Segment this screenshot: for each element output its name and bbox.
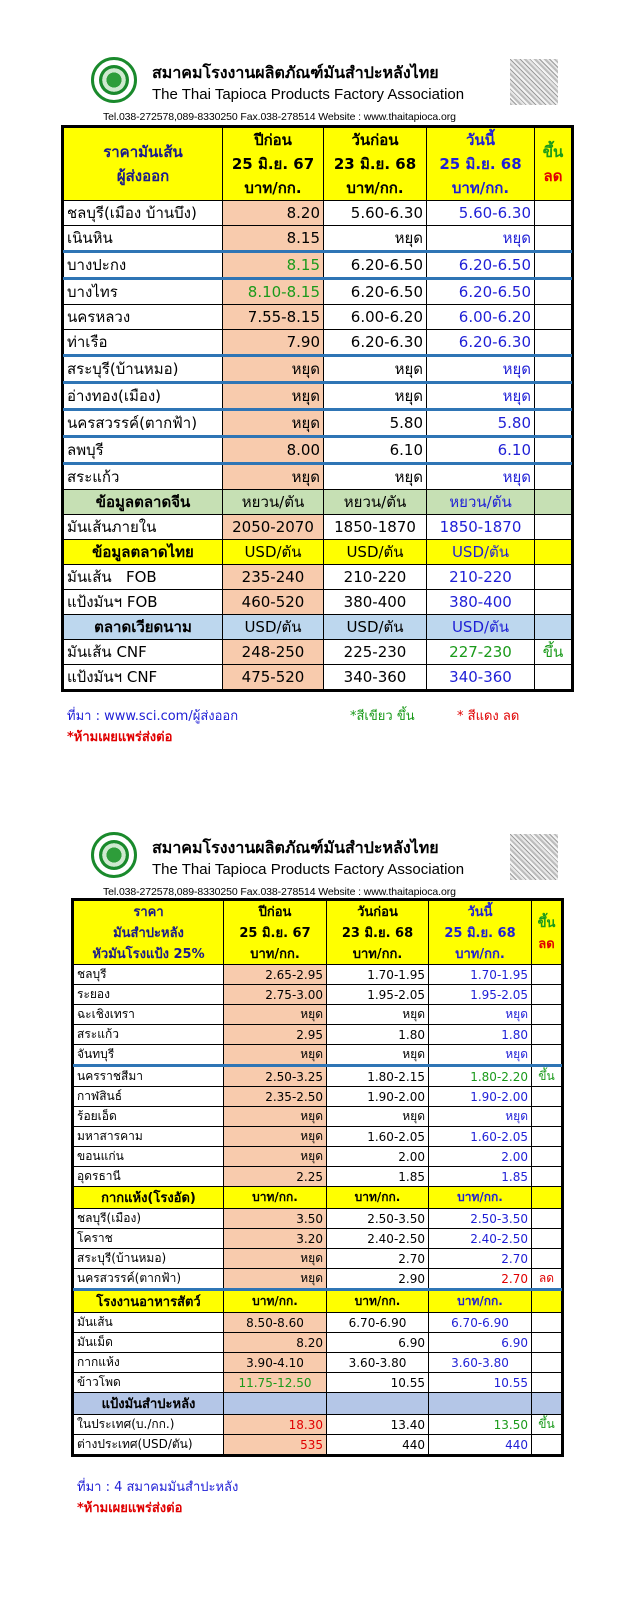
chip-price-table <box>63 127 572 690</box>
col-prev-year-title: ปีก่อน <box>258 905 292 920</box>
row-today: 1.70-1.95 <box>429 965 532 985</box>
row-today: 1850-1870 <box>427 515 535 540</box>
row-prev-day: 13.40 <box>327 1415 429 1435</box>
col-prev-year-unit: บาท/กก. <box>244 179 302 197</box>
table-row <box>74 1269 562 1290</box>
row-change <box>535 590 572 615</box>
table-row <box>74 1147 562 1167</box>
row-change <box>532 965 562 985</box>
tapioca-chips-photo <box>510 59 558 105</box>
row-prev-year: 8.20 <box>224 1333 327 1353</box>
row-today: 6.20-6.50 <box>427 279 535 305</box>
col-today-date: 25 มิ.ย. 68 <box>444 926 516 941</box>
row-product: มันเส้น <box>74 1313 224 1333</box>
row-today: 5.80 <box>427 410 535 437</box>
contact-info: Tel.038-272578,089-8330250 Fax.038-278514 Website : www.thaitapioca.org <box>103 886 456 898</box>
col-today-title: วันนี้ <box>466 131 495 149</box>
row-today: 1.80-2.20 <box>429 1066 532 1087</box>
table-row <box>74 1025 562 1045</box>
table-row <box>64 305 572 330</box>
table-row <box>64 590 572 615</box>
row-prev-day: 1.85 <box>327 1167 429 1187</box>
row-today: 3.60-3.80 <box>429 1353 532 1373</box>
legend-down-note: * สีแดง ลด <box>457 709 520 724</box>
table-row <box>64 201 572 226</box>
table-row <box>74 1229 562 1249</box>
header-label-line1: ราคา <box>133 905 164 920</box>
association-logo-icon <box>91 57 137 103</box>
section-vietnam-unit: USD/ตัน <box>427 615 535 640</box>
row-today: 440 <box>429 1435 532 1455</box>
header-label-line2: ผู้ส่งออก <box>116 167 170 185</box>
row-prev-year: 8.00 <box>223 437 324 464</box>
col-prev-year-date: 25 มิ.ย. 67 <box>239 926 311 941</box>
section-dried-unit: บาท/กก. <box>327 1187 429 1209</box>
row-location: นครราชสีมา <box>74 1066 224 1087</box>
row-today: หยุด <box>427 356 535 383</box>
row-product: กากแห้ง <box>74 1353 224 1373</box>
row-today: 10.55 <box>429 1373 532 1393</box>
row-product: ต่างประเทศ(USD/ตัน) <box>74 1435 224 1455</box>
tapioca-chips-photo <box>510 834 558 880</box>
section-china-header <box>64 490 572 515</box>
row-change <box>535 252 572 279</box>
org-name-english: The Thai Tapioca Products Factory Association <box>152 861 465 878</box>
row-location: สระแก้ว <box>64 464 223 490</box>
section-starch-header <box>74 1393 562 1415</box>
section-thai-unit: USD/ตัน <box>324 540 427 565</box>
row-change <box>535 201 572 226</box>
row-prev-year: 2.35-2.50 <box>224 1087 327 1107</box>
col-prev-year-date: 25 มิ.ย. 67 <box>231 155 315 173</box>
row-prev-year: 8.10-8.15 <box>223 279 324 305</box>
row-change <box>532 1147 562 1167</box>
row-location: ขอนแก่น <box>74 1147 224 1167</box>
table-row <box>64 383 572 410</box>
row-prev-day: 2.50-3.50 <box>327 1209 429 1229</box>
row-location: สระแก้ว <box>74 1025 224 1045</box>
table-row <box>74 985 562 1005</box>
row-prev-day: หยุด <box>324 383 427 410</box>
row-prev-year: 11.75-12.50 <box>224 1373 327 1393</box>
row-today: 6.20-6.50 <box>427 252 535 279</box>
contact-info: Tel.038-272578,089-8330250 Fax.038-278514 Website : www.thaitapioca.org <box>103 111 456 123</box>
section-feed-unit: บาท/กก. <box>327 1290 429 1313</box>
header-label-line1: ราคามันเส้น <box>103 143 183 161</box>
table-row <box>74 1209 562 1229</box>
row-location: ท่าเรือ <box>64 330 223 356</box>
section-vietnam-label: ตลาดเวียดนาม <box>64 615 223 640</box>
row-location: โคราช <box>74 1229 224 1249</box>
no-share-warning: *ห้ามเผยแพร่ส่งต่อ <box>67 730 173 745</box>
row-prev-day: หยุด <box>327 1107 429 1127</box>
row-change <box>535 410 572 437</box>
row-prev-day: 380-400 <box>324 590 427 615</box>
row-location: ชลบุรี <box>74 965 224 985</box>
row-product: ในประเทศ(บ./กก.) <box>74 1415 224 1435</box>
table-row <box>74 1415 562 1435</box>
row-change: ขึ้น <box>532 1415 562 1435</box>
table-row <box>64 226 572 252</box>
row-prev-day: 1.80-2.15 <box>327 1066 429 1087</box>
row-prev-year: หยุด <box>224 1269 327 1290</box>
header-bottom <box>0 830 618 905</box>
section-vietnam-header <box>64 615 572 640</box>
row-location: บางปะกง <box>64 252 223 279</box>
row-prev-year: 2050-2070 <box>223 515 324 540</box>
table-row <box>64 515 572 540</box>
row-change <box>535 226 572 252</box>
row-today: 6.90 <box>429 1333 532 1353</box>
row-prev-year: หยุด <box>224 1127 327 1147</box>
col-change-down: ลด <box>543 167 563 185</box>
row-today: 2.70 <box>429 1269 532 1290</box>
row-prev-day: 3.60-3.80 <box>327 1353 429 1373</box>
col-prev-day-unit: บาท/กก. <box>352 947 403 962</box>
row-prev-year: 2.75-3.00 <box>224 985 327 1005</box>
row-prev-year: 535 <box>224 1435 327 1455</box>
col-prev-year-unit: บาท/กก. <box>250 947 300 962</box>
row-prev-year: หยุด <box>223 464 324 490</box>
row-prev-day: 6.20-6.50 <box>324 252 427 279</box>
row-prev-day: 1.60-2.05 <box>327 1127 429 1147</box>
row-product: มันเม็ด <box>74 1333 224 1353</box>
table-row <box>64 565 572 590</box>
row-change: ลด <box>532 1269 562 1290</box>
row-prev-year: 18.30 <box>224 1415 327 1435</box>
row-prev-year: หยุด <box>224 1107 327 1127</box>
row-location: ชลบุรี(เมือง บ้านบึง) <box>64 201 223 226</box>
header-label-line2: มันสำปะหลัง <box>113 926 184 941</box>
row-prev-day: 1.80 <box>327 1025 429 1045</box>
row-location: อ่างทอง(เมือง) <box>64 383 223 410</box>
table-row <box>64 252 572 279</box>
row-prev-year: หยุด <box>224 1249 327 1269</box>
row-prev-year: 8.15 <box>223 226 324 252</box>
row-change <box>532 1167 562 1187</box>
section-china-unit: หยวน/ตัน <box>324 490 427 515</box>
table-row <box>74 1167 562 1187</box>
row-location: กาฬสินธ์ <box>74 1087 224 1107</box>
section-dried-header <box>74 1187 562 1209</box>
row-location: ฉะเชิงเทรา <box>74 1005 224 1025</box>
row-prev-year: 460-520 <box>223 590 324 615</box>
row-prev-year: 2.50-3.25 <box>224 1066 327 1087</box>
col-today-date: 25 มิ.ย. 68 <box>439 155 522 173</box>
row-change <box>535 437 572 464</box>
row-prev-year: 8.20 <box>223 201 324 226</box>
row-location: บางไทร <box>64 279 223 305</box>
row-prev-day: 6.20-6.50 <box>324 279 427 305</box>
org-name-thai: สมาคมโรงงานผลิตภัณฑ์มันสำปะหลังไทย <box>152 63 439 82</box>
row-change <box>532 1127 562 1147</box>
row-prev-day: หยุด <box>324 356 427 383</box>
row-today: 2.50-3.50 <box>429 1209 532 1229</box>
row-prev-day: 5.80 <box>324 410 427 437</box>
row-change <box>535 665 572 690</box>
row-today: 1.80 <box>429 1025 532 1045</box>
table-row <box>64 640 572 665</box>
section-china-label: ข้อมูลตลาดจีน <box>64 490 223 515</box>
row-prev-day: 6.20-6.30 <box>324 330 427 356</box>
row-prev-year: หยุด <box>223 356 324 383</box>
section-dried-unit: บาท/กก. <box>429 1187 532 1209</box>
row-today: 6.00-6.20 <box>427 305 535 330</box>
row-prev-day: หยุด <box>324 226 427 252</box>
row-prev-day: 1850-1870 <box>324 515 427 540</box>
row-prev-year: 475-520 <box>223 665 324 690</box>
section-starch-label: แป้งมันสำปะหลัง <box>74 1393 224 1415</box>
row-prev-day: หยุด <box>324 464 427 490</box>
row-today: 380-400 <box>427 590 535 615</box>
row-change <box>532 1005 562 1025</box>
section-vietnam-unit: USD/ตัน <box>223 615 324 640</box>
row-prev-year: 2.95 <box>224 1025 327 1045</box>
row-today: 5.60-6.30 <box>427 201 535 226</box>
row-today: หยุด <box>429 1045 532 1066</box>
row-today: 210-220 <box>427 565 535 590</box>
table-row <box>74 1087 562 1107</box>
col-prev-day-title: วันก่อน <box>351 131 399 149</box>
row-location: อุดรธานี <box>74 1167 224 1187</box>
row-prev-year: 3.20 <box>224 1229 327 1249</box>
section-feed-header <box>74 1290 562 1313</box>
row-prev-day: 5.60-6.30 <box>324 201 427 226</box>
row-change <box>535 356 572 383</box>
section-thai-unit: USD/ตัน <box>223 540 324 565</box>
row-change <box>535 279 572 305</box>
row-product: แป้งมันฯ FOB <box>64 590 223 615</box>
table-row <box>64 464 572 490</box>
table-row <box>74 1435 562 1455</box>
row-change <box>535 330 572 356</box>
col-change-up: ขึ้น <box>542 143 564 161</box>
row-change <box>532 1087 562 1107</box>
col-prev-day-date: 23 มิ.ย. 68 <box>333 155 417 173</box>
row-product: มันเส้น FOB <box>64 565 223 590</box>
row-location: ชลบุรี(เมือง) <box>74 1209 224 1229</box>
table-row <box>64 356 572 383</box>
row-prev-day: 2.00 <box>327 1147 429 1167</box>
row-change: ขึ้น <box>532 1066 562 1087</box>
table-row <box>64 279 572 305</box>
org-name-english: The Thai Tapioca Products Factory Association <box>152 86 465 103</box>
row-prev-year: 7.55-8.15 <box>223 305 324 330</box>
row-change <box>535 515 572 540</box>
row-today: 1.95-2.05 <box>429 985 532 1005</box>
row-today: 13.50 <box>429 1415 532 1435</box>
row-change <box>532 1045 562 1066</box>
section-thai-unit: USD/ตัน <box>427 540 535 565</box>
col-prev-year-title: ปีก่อน <box>254 131 292 149</box>
row-today: 340-360 <box>427 665 535 690</box>
table-row <box>64 410 572 437</box>
row-prev-year: 3.50 <box>224 1209 327 1229</box>
row-prev-day: 2.90 <box>327 1269 429 1290</box>
legend-up-note: *สีเขียว ขึ้น <box>350 709 415 724</box>
section-feed-label: โรงงานอาหารสัตว์ <box>74 1290 224 1313</box>
row-prev-day: 2.40-2.50 <box>327 1229 429 1249</box>
row-today: 6.20-6.30 <box>427 330 535 356</box>
row-location: นครหลวง <box>64 305 223 330</box>
row-prev-day: 6.70-6.90 <box>327 1313 429 1333</box>
row-change <box>532 1435 562 1455</box>
row-prev-year: 2.65-2.95 <box>224 965 327 985</box>
row-prev-year: 8.50-8.60 <box>224 1313 327 1333</box>
col-today-unit: บาท/กก. <box>451 179 510 197</box>
source-note: ที่มา : www.sci.com/ผู้ส่งออก <box>67 709 239 724</box>
row-location: เนินหิน <box>64 226 223 252</box>
row-prev-year: 7.90 <box>223 330 324 356</box>
row-today: 2.70 <box>429 1249 532 1269</box>
row-location: จันทบุรี <box>74 1045 224 1066</box>
row-today: 1.90-2.00 <box>429 1087 532 1107</box>
table-row <box>64 330 572 356</box>
section-thai-label: ข้อมูลตลาดไทย <box>64 540 223 565</box>
row-prev-day: 440 <box>327 1435 429 1455</box>
table-row <box>74 1005 562 1025</box>
col-change-up: ขึ้น <box>537 915 556 931</box>
row-change <box>532 985 562 1005</box>
row-location: สระบุรี(บ้านหมอ) <box>64 356 223 383</box>
header-top <box>0 55 618 130</box>
header-label-line3: หัวมันโรงแป้ง 25% <box>92 947 205 962</box>
row-location: สระบุรี(บ้านหมอ) <box>74 1249 224 1269</box>
table-row <box>74 1066 562 1087</box>
row-change <box>532 1333 562 1353</box>
row-today: หยุด <box>427 464 535 490</box>
row-prev-year: 235-240 <box>223 565 324 590</box>
row-prev-day: 10.55 <box>327 1373 429 1393</box>
table-row <box>74 1249 562 1269</box>
table-row <box>74 1107 562 1127</box>
row-prev-day: 210-220 <box>324 565 427 590</box>
col-change-down: ลด <box>538 936 555 952</box>
row-today: หยุด <box>429 1107 532 1127</box>
row-prev-year: 8.15 <box>223 252 324 279</box>
source-note: ที่มา : 4 สมาคมมันสำปะหลัง <box>77 1480 239 1495</box>
table-row <box>74 1333 562 1353</box>
section-feed-unit: บาท/กก. <box>224 1290 327 1313</box>
col-today-title: วันนี้ <box>467 905 493 920</box>
section-thai-header <box>64 540 572 565</box>
table-row <box>74 1127 562 1147</box>
row-today: 2.00 <box>429 1147 532 1167</box>
row-change <box>535 383 572 410</box>
row-change <box>532 1313 562 1333</box>
row-prev-year: หยุด <box>223 410 324 437</box>
row-today: 6.10 <box>427 437 535 464</box>
row-location: ระยอง <box>74 985 224 1005</box>
col-prev-day-unit: บาท/กก. <box>346 179 404 197</box>
row-change <box>532 1229 562 1249</box>
table-row <box>64 665 572 690</box>
row-location: มหาสารคาม <box>74 1127 224 1147</box>
section-china-unit: หยวน/ตัน <box>223 490 324 515</box>
no-share-warning: *ห้ามเผยแพร่ส่งต่อ <box>77 1501 183 1516</box>
row-change <box>532 1249 562 1269</box>
section-dried-label: กากแห้ง(โรงอัด) <box>74 1187 224 1209</box>
row-change <box>535 565 572 590</box>
section-dried-unit: บาท/กก. <box>224 1187 327 1209</box>
table-header-row <box>64 128 572 201</box>
row-change <box>532 1209 562 1229</box>
table-row <box>74 965 562 985</box>
row-change: ขึ้น <box>535 640 572 665</box>
row-product: ข้าวโพด <box>74 1373 224 1393</box>
row-change <box>535 305 572 330</box>
col-prev-day-title: วันก่อน <box>357 905 398 920</box>
row-prev-day: หยุด <box>327 1045 429 1066</box>
row-product: มันเส้นภายใน <box>64 515 223 540</box>
row-location: นครสวรรค์(ตากฟ้า) <box>64 410 223 437</box>
row-prev-day: 225-230 <box>324 640 427 665</box>
row-prev-day: 1.95-2.05 <box>327 985 429 1005</box>
row-prev-year: หยุด <box>223 383 324 410</box>
row-today: หยุด <box>427 383 535 410</box>
table-row <box>74 1313 562 1333</box>
row-change <box>532 1353 562 1373</box>
section-feed-unit: บาท/กก. <box>429 1290 532 1313</box>
table-header-row <box>74 901 562 965</box>
row-prev-day: 6.00-6.20 <box>324 305 427 330</box>
row-change <box>532 1107 562 1127</box>
row-change <box>532 1025 562 1045</box>
row-today: 1.60-2.05 <box>429 1127 532 1147</box>
section-china-unit: หยวน/ตัน <box>427 490 535 515</box>
root-price-table <box>73 900 562 1455</box>
section-vietnam-unit: USD/ตัน <box>324 615 427 640</box>
col-prev-day-date: 23 มิ.ย. 68 <box>341 926 414 941</box>
row-today: หยุด <box>427 226 535 252</box>
row-prev-day: 2.70 <box>327 1249 429 1269</box>
row-product: มันเส้น CNF <box>64 640 223 665</box>
table-row <box>74 1353 562 1373</box>
row-today: 227-230 <box>427 640 535 665</box>
col-today-unit: บาท/กก. <box>455 947 505 962</box>
row-location: นครสวรรค์(ตากฟ้า) <box>74 1269 224 1290</box>
table-row <box>64 437 572 464</box>
row-product: แป้งมันฯ CNF <box>64 665 223 690</box>
row-prev-day: 6.90 <box>327 1333 429 1353</box>
row-location: ลพบุรี <box>64 437 223 464</box>
row-prev-day: 340-360 <box>324 665 427 690</box>
row-prev-year: หยุด <box>224 1147 327 1167</box>
row-today: 2.40-2.50 <box>429 1229 532 1249</box>
row-prev-year: 3.90-4.10 <box>224 1353 327 1373</box>
row-prev-year: 248-250 <box>223 640 324 665</box>
row-change <box>532 1373 562 1393</box>
table-row <box>74 1045 562 1066</box>
association-logo-icon <box>91 832 137 878</box>
row-change <box>535 464 572 490</box>
row-today: หยุด <box>429 1005 532 1025</box>
row-prev-day: 1.70-1.95 <box>327 965 429 985</box>
row-prev-day: 6.10 <box>324 437 427 464</box>
row-prev-day: 1.90-2.00 <box>327 1087 429 1107</box>
row-location: ร้อยเอ็ด <box>74 1107 224 1127</box>
table-row <box>74 1373 562 1393</box>
row-today: 6.70-6.90 <box>429 1313 532 1333</box>
row-prev-day: หยุด <box>327 1005 429 1025</box>
row-today: 1.85 <box>429 1167 532 1187</box>
row-prev-year: หยุด <box>224 1005 327 1025</box>
row-prev-year: หยุด <box>224 1045 327 1066</box>
org-name-thai: สมาคมโรงงานผลิตภัณฑ์มันสำปะหลังไทย <box>152 838 439 857</box>
row-prev-year: 2.25 <box>224 1167 327 1187</box>
